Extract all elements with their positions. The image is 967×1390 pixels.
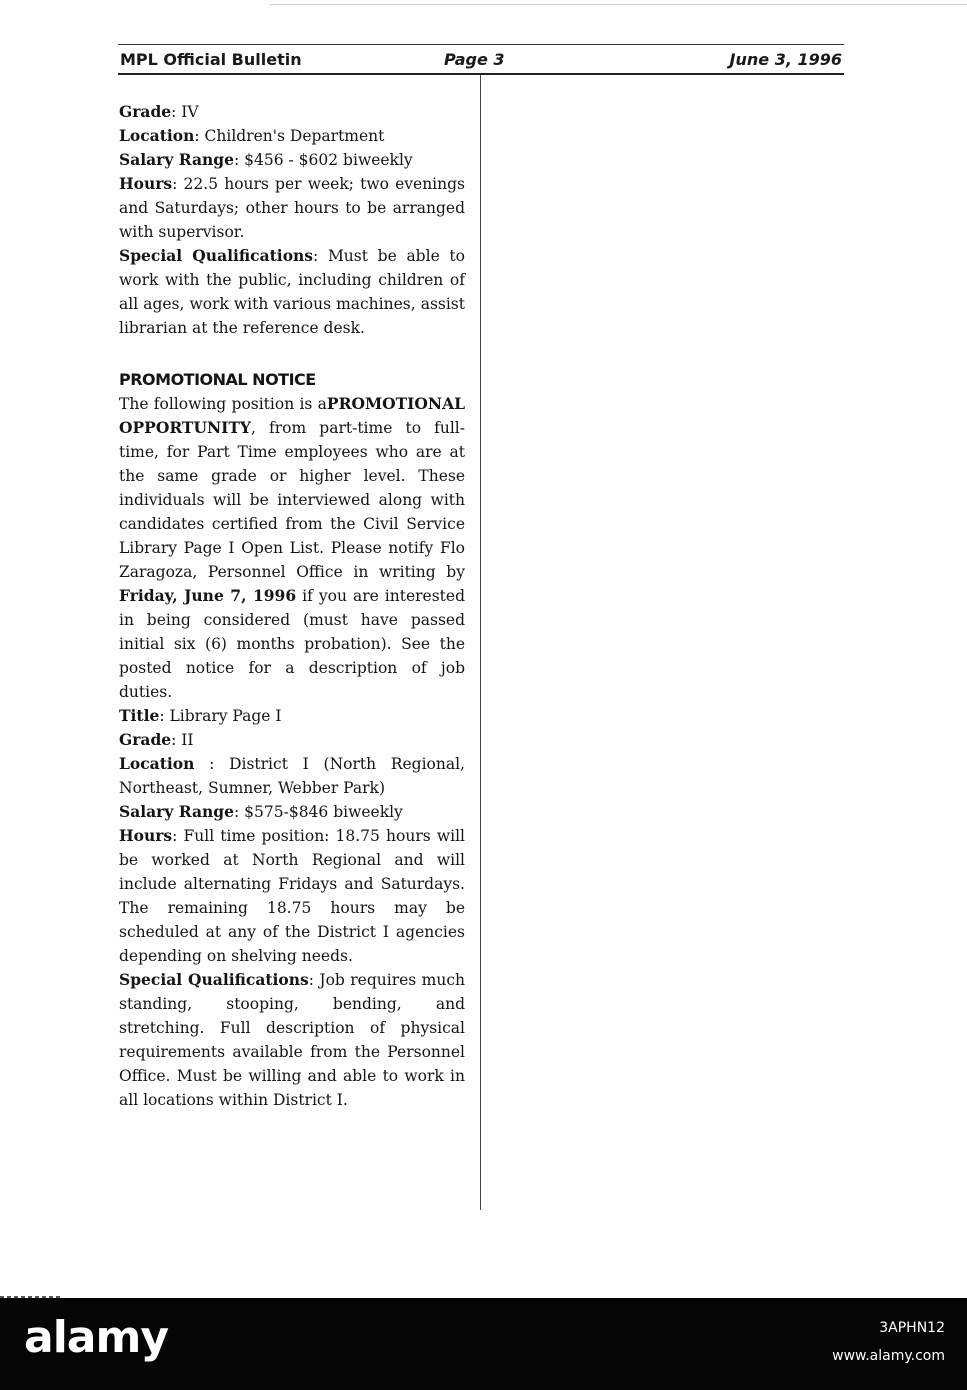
promotional-notice-heading: PROMOTIONAL NOTICE bbox=[119, 370, 316, 389]
job2-title: Title: Library Page I bbox=[119, 706, 282, 725]
watermark-url: www.alamy.com bbox=[832, 1348, 945, 1364]
header-rule-bottom bbox=[118, 73, 844, 75]
job1-location: Location: Children's Department bbox=[119, 126, 385, 145]
scan-edge-line bbox=[270, 4, 967, 5]
left-column bbox=[119, 100, 465, 1112]
job2-grade: Grade: II bbox=[119, 730, 194, 749]
job2-location: Location : District I (North Regional, Northeast, Sumner, Webber Park) bbox=[119, 754, 465, 797]
page-header bbox=[118, 50, 844, 72]
job2-qualifications: Special Qualifications: Job requires much standing, stooping, bending, and stretching. Full description of physical requirements available from the Personnel Office. Must be willing and able to work in all locations within District I. bbox=[119, 970, 465, 1109]
page-number: Page 3 bbox=[444, 50, 505, 69]
image-id: 3APHN12 bbox=[879, 1320, 945, 1336]
watermark-banner bbox=[0, 1298, 967, 1390]
job1-qualifications: Special Qualifications: Must be able to work with the public, including children of all ages, work with various machines, assist librarian at the reference desk. bbox=[119, 246, 465, 337]
job2-hours: Hours: Full time position: 18.75 hours will be worked at North Regional and will include alternating Fridays and Saturdays. The remaining 18.75 hours may be scheduled at any of the District I agencies depending on shelving needs. bbox=[119, 826, 465, 965]
column-divider bbox=[480, 75, 481, 1210]
promotional-notice-body: The following position is aPROMOTIONAL OPPORTUNITY, from part-time to full-time, for Part Time employees who are at the same grade or higher level. These individuals will be interviewed along with candidates certified from the Civil Service Library Page I Open List. Please notify Flo Zaragoza, Personnel Office in writing by Friday, June 7, 1996 if you are interested in being considered (must have passed initial six (6) months probation). See the posted notice for a description of job duties. bbox=[119, 394, 465, 701]
job2-salary: Salary Range: $575-$846 biweekly bbox=[119, 802, 403, 821]
header-rule-top bbox=[118, 44, 844, 45]
issue-date: June 3, 1996 bbox=[729, 50, 842, 69]
job1-salary: Salary Range: $456 - $602 biweekly bbox=[119, 150, 413, 169]
job1-hours: Hours: 22.5 hours per week; two evenings and Saturdays; other hours to be arranged with supervisor. bbox=[119, 174, 465, 241]
alamy-logo: alamy bbox=[24, 1312, 168, 1363]
job1-grade: Grade: IV bbox=[119, 102, 199, 121]
publication-title: MPL Official Bulletin bbox=[120, 50, 302, 69]
